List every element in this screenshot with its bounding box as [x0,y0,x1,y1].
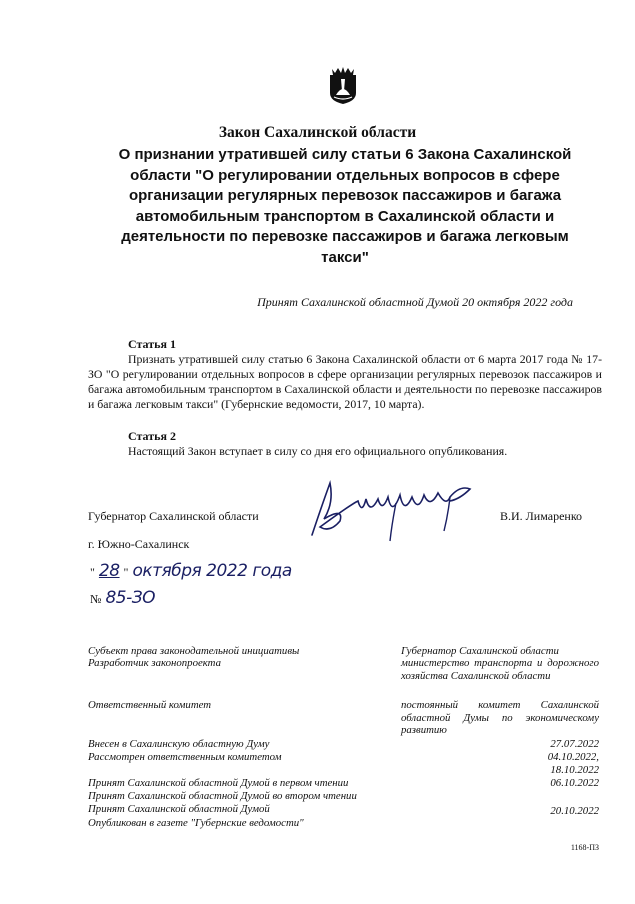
law-subtitle: О признании утратившей силу статьи 6 Закона Сахалинской области "О регулировании отдельных вопросов в сфере организации регулярных перевозок пассажиров и багажа автомобильным транспортом в Сахалинской области и деятельности по перевозке пассажиров и багажа легковым такси" [118,146,572,266]
committee-value: постоянный комитет Сахалинской областной Думы по экономическому развитию [401,699,599,737]
signatory-position: Губернатор Сахалинской области [88,509,259,523]
handwritten-number [90,588,155,608]
subject-label: Субъект права законодательной инициативы [88,645,300,657]
number-prefix: № [90,592,102,606]
submitted-label: Внесен в Сахалинскую областную Думу [88,738,270,750]
first-reading-label: Принят Сахалинской областной Думой в первом чтении [88,777,349,789]
subject-value: Губернатор Сахалинской области [401,645,559,657]
signatory-name: В.И. Лимаренко [500,509,583,523]
final-adoption-label: Принят Сахалинской областной Думой [88,803,270,815]
reviewed-date-2: 18.10.2022 [550,764,599,776]
adopted-note: Принят Сахалинской областной Думой 20 октября 2022 года [257,295,573,309]
coat-of-arms-emblem [328,65,358,105]
date-quote-open: " [90,565,95,579]
committee-label: Ответственный комитет [88,699,212,711]
article-1-text: Признать утратившей силу статью 6 Закона Сахалинской области от 6 марта 2017 года № 17-ЗО "О регулировании отдельных вопросов в сфере организации регулярных перевозок пассажиров и багажа автомобильным транспортом в Сахалинской области и деятельности по перевозке пассажиров и багажа легковым такси" (Губернские ведомости, 2017, 10 марта). [88,352,602,411]
second-reading-label: Принят Сахалинской областной Думой во втором чтении [88,790,357,802]
article-2-text: Настоящий Закон вступает в силу со дня его официального опубликования. [128,444,508,458]
developer-value: министерство транспорта и дорожного хозяйства Сахалинской области [401,657,599,682]
article-2-heading: Статья 2 [128,429,176,443]
developer-label: Разработчик законопроекта [88,657,221,669]
law-title: Закон Сахалинской области [218,124,417,141]
article-1-heading: Статья 1 [128,337,176,351]
published-label: Опубликован в газете "Губернские ведомости" [88,817,304,829]
first-reading-date: 06.10.2022 [550,777,599,789]
date-quote-close: " [123,565,129,579]
final-adoption-date: 20.10.2022 [550,805,599,817]
law-number: 85-ЗО [105,588,155,608]
page-code: 1168-ПЗ [570,843,599,852]
signing-city: г. Южно-Сахалинск [88,537,190,551]
date-day: 28 [98,561,120,581]
reviewed-label: Рассмотрен ответственным комитетом [88,751,282,763]
reviewed-date-1: 04.10.2022, [547,751,599,763]
handwritten-date [90,561,292,581]
date-month-year: октября 2022 года [132,561,292,581]
submitted-date: 27.07.2022 [550,738,599,750]
handwritten-signature [300,475,480,545]
